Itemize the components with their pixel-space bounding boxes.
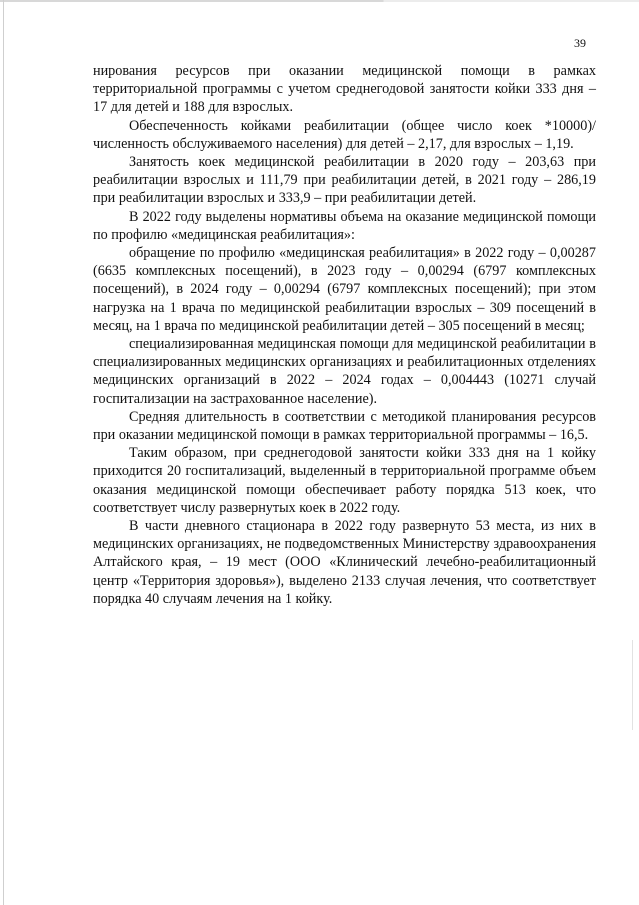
paragraph-outpatient-visits: обращение по профилю «медицинская реабилитация» в 2022 году – 0,00287 (6635 комплексных посещений), в 2023 году – 0,00294 (6797 комплексных посещений), в 2024 году – 0,00294 (6797 комплексных посещений); при этом нагрузка на 1 врача по медицинской реабилитации взрослых – 309 посещений в месяц, на 1 врача по медицинской реабилитации детей – 305 посещений в месяц;: [93, 245, 596, 334]
paragraph-bed-occupancy: Занятость коек медицинской реабилитации в 2020 году – 203,63 при реабилитации взрослых и 111,79 при реабилитации детей, в 2021 году – 286,19 при реабилитации взрослых и 333,9 – при реабилитации детей.: [93, 154, 596, 207]
paragraph-bed-provision: Обеспеченность койками реабилитации (общее число коек *10000)/численность обслуживаемого населения) для детей – 2,17, для взрослых – 1,19.: [93, 117, 596, 152]
paragraph-day-hospital: В части дневного стационара в 2022 году развернуто 53 места, из них в медицинских организациях, не подведомственных Министерству здравоохранения Алтайского края, – 19 мест (ООО «Клинический лечебно-реабилитационный центр «Территория здоровья»), выделено 2133 случая лечения, что соответствует порядка 40 случаям лечения на 1 койку.: [93, 518, 596, 607]
scan-edge-left: [3, 0, 4, 905]
paragraph-continuation: нирования ресурсов при оказании медицинской помощи в рамках территориальной программы с учетом среднегодовой занятости койки 333 дня – 17 для детей и 188 для взрослых.: [93, 63, 596, 116]
paragraph-conclusion: Таким образом, при среднегодовой занятости койки 333 дня на 1 койку приходится 20 госпитализаций, выделенный в территориальной программе объем оказания медицинской помощи обеспечивает работу порядка 513 коек, что соответствует числу развернутых коек в 2022 году.: [93, 445, 596, 516]
paragraph-specialized-care: специализированная медицинская помощи для медицинской реабилитации в специализированных медицинских организациях и реабилитационных отделениях медицинских организаций в 2022 – 2024 годах – 0,004443 (10271 случай госпитализации на застрахованное население).: [93, 336, 596, 407]
scan-edge-top: [0, 0, 639, 2]
scan-edge-right: [632, 640, 633, 730]
paragraph-volume-standards: В 2022 году выделены нормативы объема на оказание медицинской помощи по профилю «медицинская реабилитация»:: [93, 208, 596, 243]
page-number: 39: [574, 36, 586, 50]
document-body: [93, 62, 596, 608]
paragraph-average-duration: Средняя длительность в соответствии с методикой планирования ресурсов при оказании медицинской помощи в рамках территориальной программы – 16,5.: [93, 408, 596, 444]
